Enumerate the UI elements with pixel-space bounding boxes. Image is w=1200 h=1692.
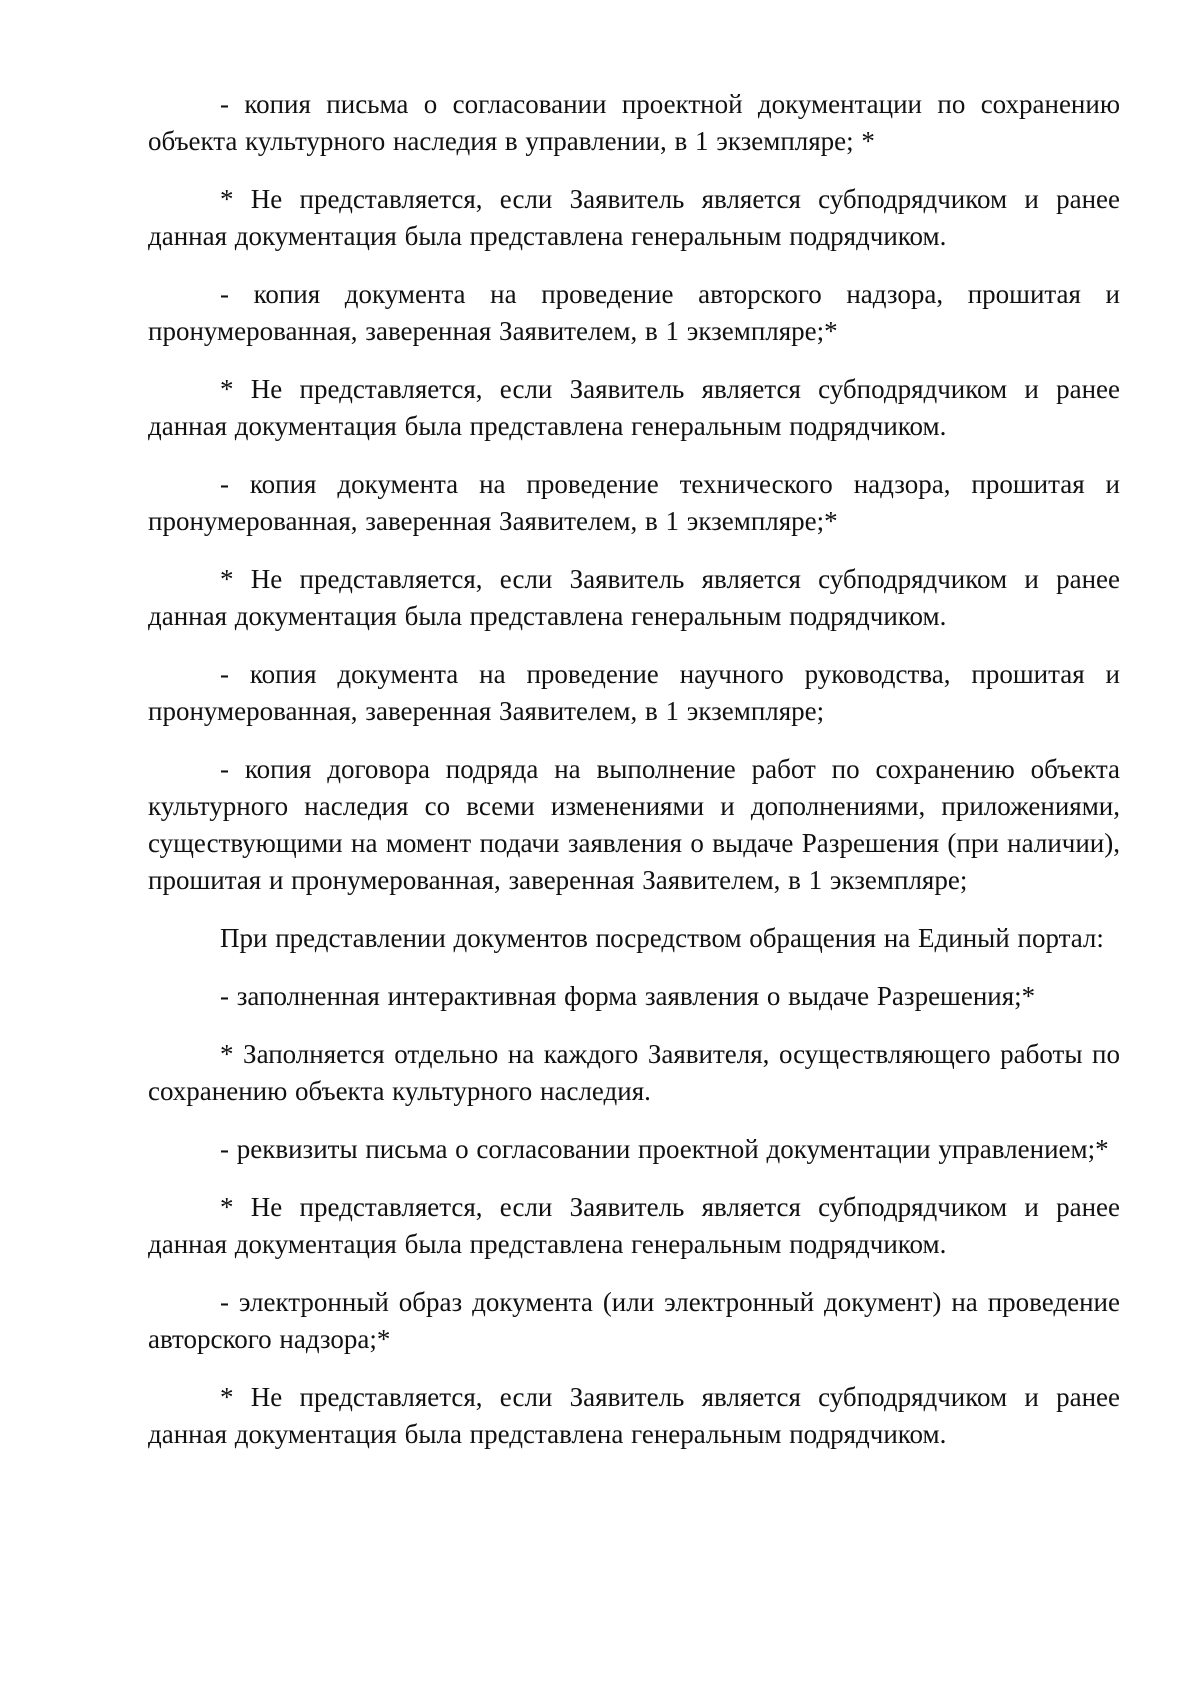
list-item-scientific-guidance-copy: - копия документа на проведение научного руководства, прошитая и пронумерованная, заверенная Заявителем, в 1 экземпляре;	[148, 659, 1120, 726]
list-item-electronic-author-supervision: - электронный образ документа (или электронный документ) на проведение авторского надзора;*	[148, 1287, 1120, 1354]
document-body	[148, 86, 1120, 1474]
footnote-subcontractor: * Не представляется, если Заявитель является субподрядчиком и ранее данная документация была представлена генеральным подрядчиком.	[148, 374, 1120, 441]
list-item-contract-copy: - копия договора подряда на выполнение работ по сохранению объекта культурного наследия со всеми изменениями и дополнениями, приложениями, существующими на момент подачи заявления о выдаче Разрешения (при наличии), прошитая и пронумерованная, заверенная Заявителем, в 1 экземпляре;	[148, 754, 1120, 895]
section-intro-unified-portal: При представлении документов посредством обращения на Единый портал:	[220, 923, 1104, 953]
list-item-author-supervision-copy: - копия документа на проведение авторского надзора, прошитая и пронумерованная, заверенная Заявителем, в 1 экземпляре;*	[148, 279, 1120, 346]
footnote-per-applicant: * Заполняется отдельно на каждого Заявителя, осуществляющего работы по сохранению объекта культурного наследия.	[148, 1039, 1120, 1106]
footnote-subcontractor: * Не представляется, если Заявитель является субподрядчиком и ранее данная документация была представлена генеральным подрядчиком.	[148, 1382, 1120, 1449]
footnote-subcontractor: * Не представляется, если Заявитель является субподрядчиком и ранее данная документация была представлена генеральным подрядчиком.	[148, 184, 1120, 251]
list-item-approval-letter-copy: - копия письма о согласовании проектной документации по сохранению объекта культурного наследия в управлении, в 1 экземпляре; *	[148, 89, 1120, 156]
footnote-subcontractor: * Не представляется, если Заявитель является субподрядчиком и ранее данная документация была представлена генеральным подрядчиком.	[148, 564, 1120, 631]
footnote-subcontractor: * Не представляется, если Заявитель является субподрядчиком и ранее данная документация была представлена генеральным подрядчиком.	[148, 1192, 1120, 1259]
list-item-interactive-form: - заполненная интерактивная форма заявления о выдаче Разрешения;*	[220, 981, 1036, 1011]
list-item-approval-letter-details: - реквизиты письма о согласовании проектной документации управлением;*	[220, 1134, 1109, 1164]
list-item-technical-supervision-copy: - копия документа на проведение технического надзора, прошитая и пронумерованная, заверенная Заявителем, в 1 экземпляре;*	[148, 469, 1120, 536]
